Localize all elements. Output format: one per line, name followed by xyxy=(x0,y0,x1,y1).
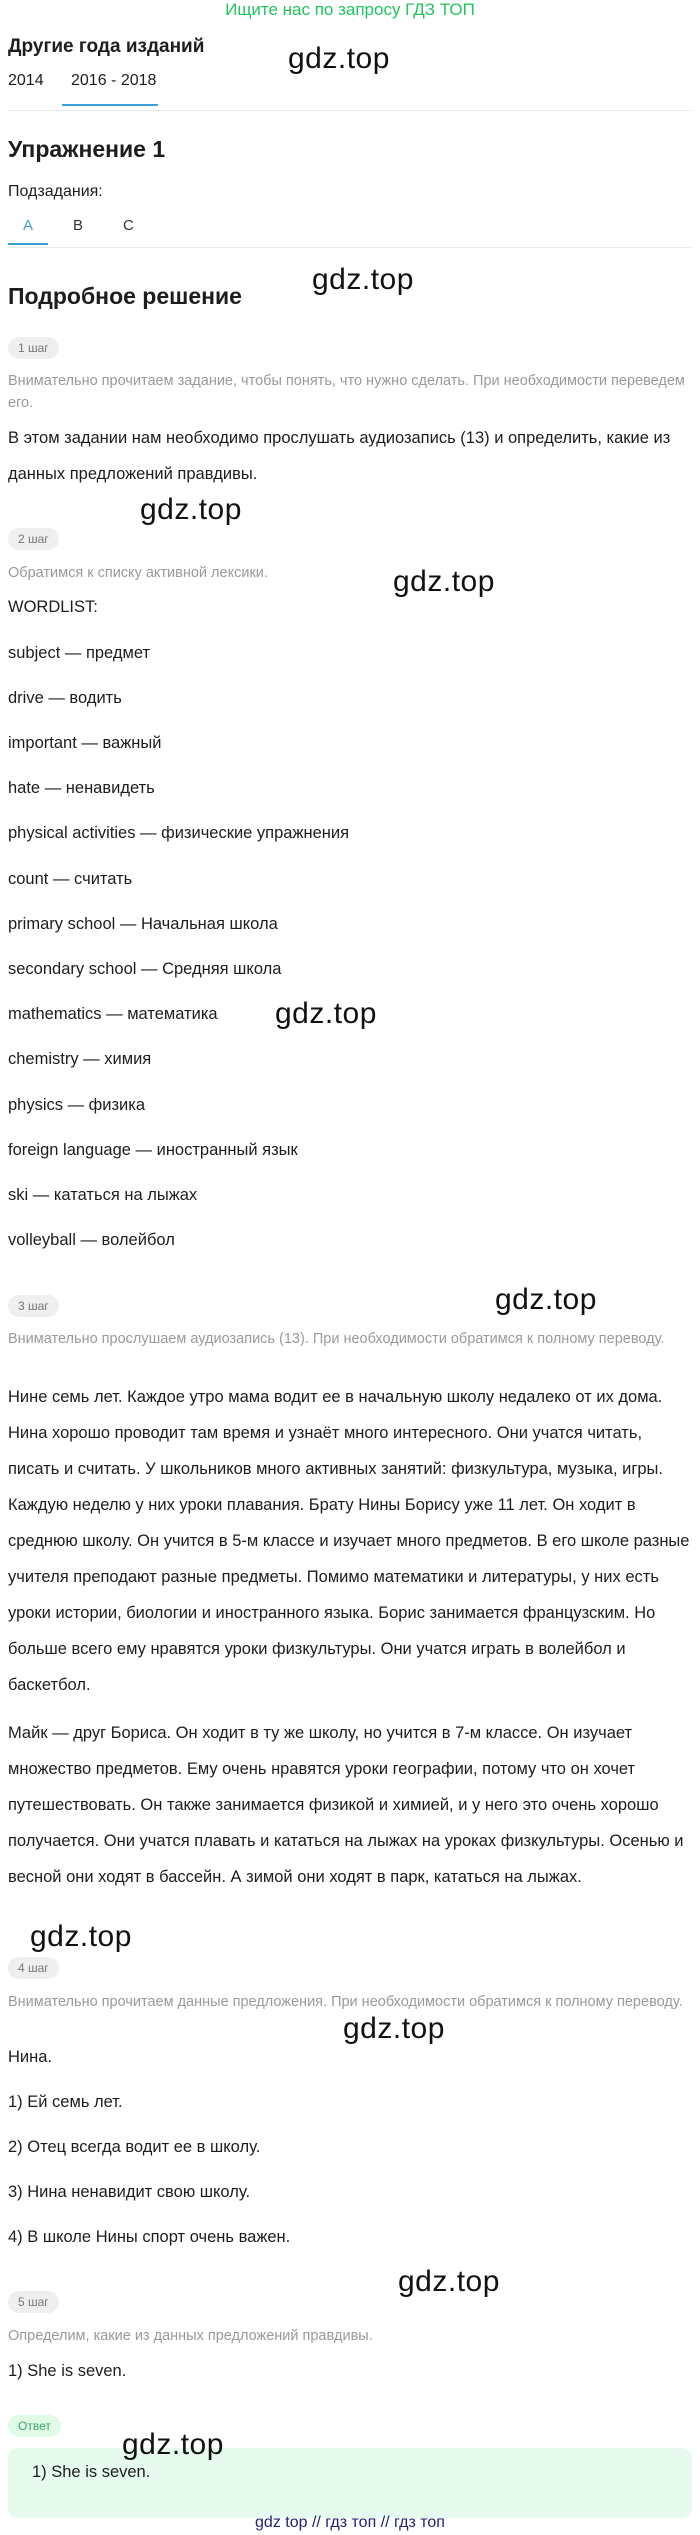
year-tab-2014[interactable]: 2014 xyxy=(8,72,44,89)
step-badge: 4 шаг xyxy=(8,1957,59,1979)
answer-box xyxy=(8,2448,692,2518)
watermark: gdz.top xyxy=(393,565,495,598)
watermark: gdz.top xyxy=(312,263,414,296)
watermark: gdz.top xyxy=(275,997,377,1030)
step-badge: 2 шаг xyxy=(8,528,59,550)
step-paragraph: Нине семь лет. Каждое утро мама водит ее в начальную школу недалеко от их дома. Нина хорошо проводит там время и узнаёт много интересного. Они учатся читать, писать и считать. У школьников много активных занятий: физкультура, музыка, игры. Каждую неделю у них уроки плавания. Брату Нины Борису уже 11 лет. Он ходит в среднюю школу. Он учится в 5-м классе и изучает много предметов. В его школе разные учителя преподают разные предметы. Помимо математики и литературы, у них есть уроки истории, биологии и иностранного языка. Борис занимается французским. Но больше всего ему нравятся уроки физкультуры. Они учатся играть в волейбол и баскетбол. xyxy=(8,1388,690,1694)
year-active-indicator xyxy=(62,104,158,106)
subtasks-label: Подзадания: xyxy=(8,183,103,200)
answer-text: 1) She is seven. xyxy=(32,2463,151,2481)
footer-links[interactable]: gdz top // гдз топ // гдз топ xyxy=(255,2514,445,2531)
watermark: gdz.top xyxy=(398,2265,500,2298)
step-hint: Обратимся к списку активной лексики. xyxy=(8,565,268,581)
wordlist-item: foreign language — иностранный язык xyxy=(8,1141,298,1159)
wordlist-item: hate — ненавидеть xyxy=(8,779,155,797)
divider xyxy=(8,110,692,111)
subtask-tab-c[interactable]: C xyxy=(123,217,134,234)
year-tab-2016-2018[interactable]: 2016 - 2018 xyxy=(71,72,157,89)
watermark: gdz.top xyxy=(122,2428,224,2461)
subtask-tab-a[interactable]: A xyxy=(23,217,34,234)
exercise-title: Упражнение 1 xyxy=(8,136,166,162)
step-hint: Внимательно прочитаем задание, чтобы понять, что нужно сделать. При необходимости переведем его. xyxy=(8,373,685,411)
sentence-item: 4) В школе Нины спорт очень важен. xyxy=(8,2228,291,2246)
sentence-item: 3) Нина ненавидит свою школу. xyxy=(8,2183,251,2201)
wordlist-title: WORDLIST: xyxy=(8,598,98,616)
wordlist-item: subject — предмет xyxy=(8,644,151,662)
wordlist-item: volleyball — волейбол xyxy=(8,1231,175,1249)
sentence-item: 1) Ей семь лет. xyxy=(8,2093,123,2111)
step-hint: Внимательно прослушаем аудиозапись (13). При необходимости обратимся к полному переводу. xyxy=(8,1331,665,1347)
step-badge: 5 шаг xyxy=(8,2291,59,2313)
wordlist-item: secondary school — Средняя школа xyxy=(8,960,282,978)
wordlist-item: physical activities — физические упражнения xyxy=(8,824,350,842)
editions-title: Другие года изданий xyxy=(8,36,205,57)
step-badge: 1 шаг xyxy=(8,337,59,359)
wordlist-item: important — важный xyxy=(8,734,162,752)
top-banner[interactable]: Ищите нас по запросу ГДЗ ТОП xyxy=(225,0,475,19)
wordlist-item: chemistry — химия xyxy=(8,1050,152,1068)
watermark: gdz.top xyxy=(30,1920,132,1953)
watermark: gdz.top xyxy=(140,493,242,526)
watermark: gdz.top xyxy=(495,1283,597,1316)
subtask-active-indicator xyxy=(8,243,48,245)
wordlist-item: ski — кататься на лыжах xyxy=(8,1186,198,1204)
step-text: 1) She is seven. xyxy=(8,2362,127,2380)
sentence-item: 2) Отец всегда водит ее в школу. xyxy=(8,2138,261,2156)
wordlist-item: count — считать xyxy=(8,870,133,888)
step-badge: 3 шаг xyxy=(8,1295,59,1317)
wordlist-item: mathematics — математика xyxy=(8,1005,218,1023)
wordlist-item: physics — физика xyxy=(8,1096,146,1114)
sentence-item: Нина. xyxy=(8,2048,53,2066)
subtask-tab-b[interactable]: B xyxy=(73,217,84,234)
step-hint: Внимательно прочитаем данные предложения. При необходимости обратимся к полному переводу. xyxy=(8,1994,683,2010)
watermark: gdz.top xyxy=(288,42,390,75)
divider xyxy=(8,247,692,248)
solution-title: Подробное решение xyxy=(8,283,242,309)
wordlist-item: drive — водить xyxy=(8,689,122,707)
wordlist-item: primary school — Начальная школа xyxy=(8,915,278,933)
step-text: В этом задании нам необходимо прослушать аудиозапись (13) и определить, какие из данных предложений правдивы. xyxy=(8,429,671,483)
watermark: gdz.top xyxy=(343,2012,445,2045)
step-paragraph: Майк — друг Бориса. Он ходит в ту же школу, но учится в 7-м классе. Он изучает множество предметов. Ему очень нравятся уроки географии, потому что он хочет путешествовать. Он также занимается физикой и химией, и у него это очень хорошо получается. Они учатся плавать и кататься на лыжах на уроках физкультуры. Осенью и весной они ходят в бассейн. А зимой они ходят в парк, кататься на лыжах. xyxy=(8,1724,684,1886)
step-hint: Определим, какие из данных предложений правдивы. xyxy=(8,2328,373,2344)
answer-badge: Ответ xyxy=(8,2415,61,2437)
